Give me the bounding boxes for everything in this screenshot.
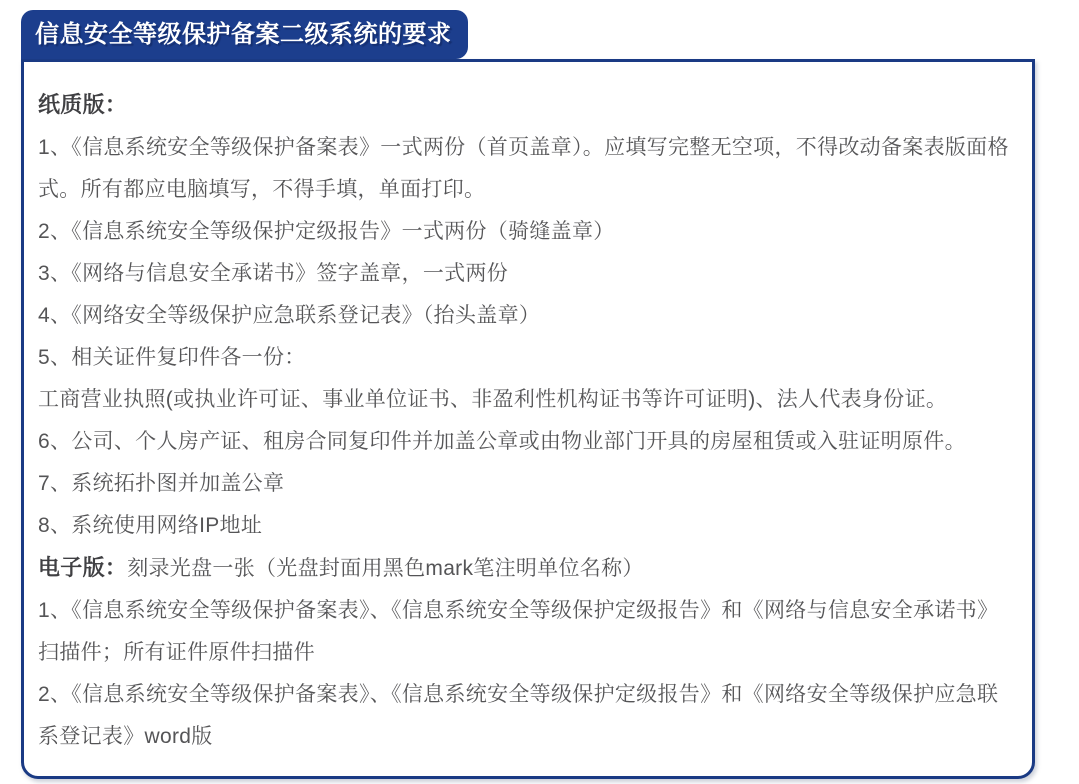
electronic-heading-note: 刻录光盘一张（光盘封面用黑色mark笔注明单位名称） bbox=[127, 557, 644, 580]
paper-requirement-4: 4、《网络安全等级保护应急联系登记表》（抬头盖章） bbox=[38, 304, 541, 327]
paper-heading-label: 纸质版： bbox=[38, 92, 128, 117]
title-badge bbox=[21, 10, 468, 59]
page-title: 信息安全等级保护备案二级系统的要求 bbox=[35, 21, 452, 48]
electronic-requirement-2: 2、《信息系统安全等级保护备案表》、《信息系统安全等级保护定级报告》和《网络安全等级保护应急联系登记表》word版 bbox=[38, 683, 999, 748]
requirements-panel bbox=[21, 59, 1035, 779]
paper-requirement-8: 8、系统使用网络IP地址 bbox=[38, 514, 263, 537]
paper-requirement-5: 5、相关证件复印件各一份： bbox=[38, 346, 306, 369]
paper-requirement-3: 3、《网络与信息安全承诺书》签字盖章，一式两份 bbox=[38, 262, 509, 285]
paper-requirement-1: 1、《信息系统安全等级保护备案表》一式两份（首页盖章）。应填写完整无空项，不得改动备案表版面格式。所有都应电脑填写，不得手填，单面打印。 bbox=[38, 136, 1009, 201]
section-heading-paper bbox=[38, 84, 1018, 127]
paper-requirement-2: 2、《信息系统安全等级保护定级报告》一式两份（骑缝盖章） bbox=[38, 220, 615, 243]
paper-requirement-5-detail: 工商营业执照(或执业许可证、事业单位证书、非盈利性机构证书等许可证明)、法人代表身份证。 bbox=[38, 388, 948, 411]
electronic-requirement-1: 1、《信息系统安全等级保护备案表》、《信息系统安全等级保护定级报告》和《网络与信息安全承诺书》扫描件；所有证件原件扫描件 bbox=[38, 599, 999, 664]
paper-requirement-6: 6、公司、个人房产证、租房合同复印件并加盖公章或由物业部门开具的房屋租赁或入驻证明原件。 bbox=[38, 430, 966, 453]
electronic-heading-label: 电子版： bbox=[38, 555, 128, 580]
section-heading-electronic bbox=[38, 547, 1018, 590]
paper-requirement-7: 7、系统拓扑图并加盖公章 bbox=[38, 472, 285, 495]
